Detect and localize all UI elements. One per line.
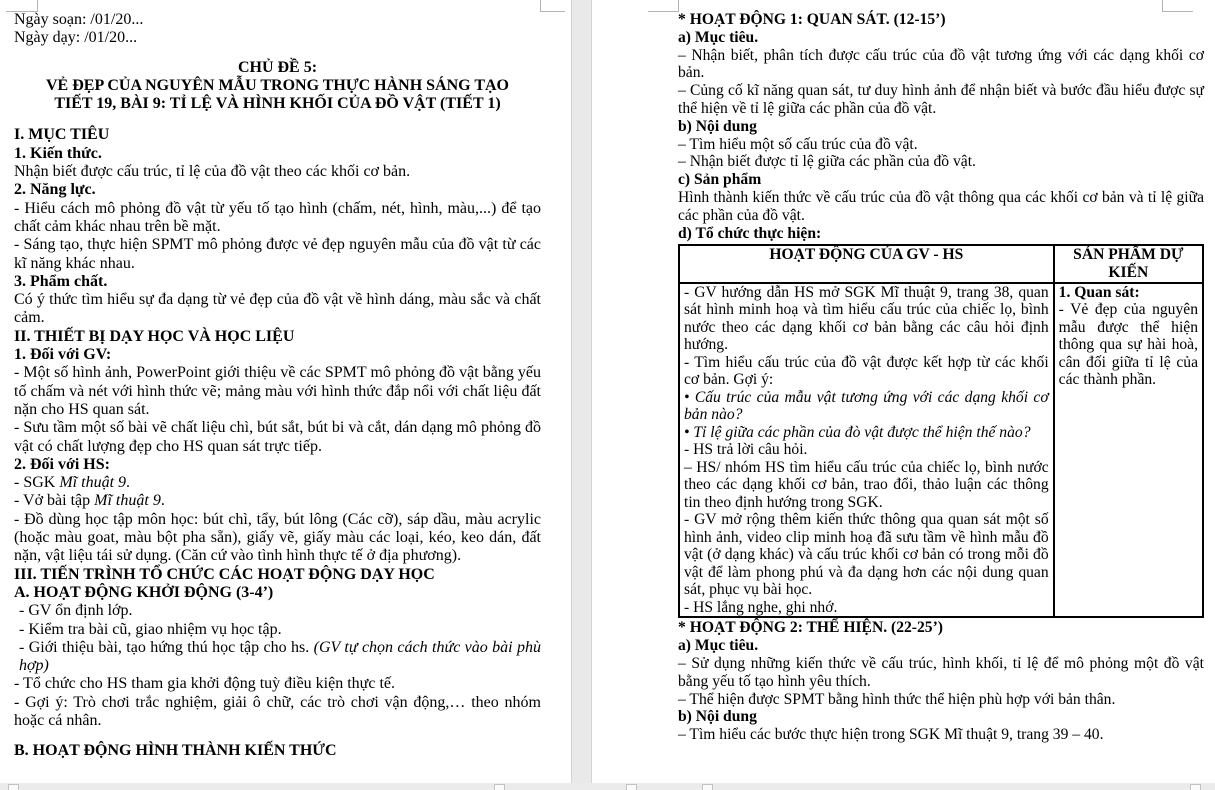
text-boundary-mark — [648, 0, 679, 12]
subheading-pham-chat: 3. Phẩm chất. — [14, 272, 108, 290]
table-list-item: - HS lắng nghe, ghi nhớ. — [684, 598, 838, 616]
list-item: – Tìm hiểu các bước thực hiện trong SGK Mĩ thuật 9, trang 39 – 40. — [678, 726, 1104, 744]
table-body-row — [679, 283, 1203, 618]
list-item: - Gợi ý: Trò chơi trắc nghiệm, giải ô chữ, các trò chơi vận động,… theo nhóm hoặc cá nhân. — [14, 693, 541, 729]
text-boundary-mark — [540, 0, 565, 12]
text-boundary-mark — [6, 0, 38, 12]
subheading-doi-voi-gv: 1. Đối với GV: — [14, 346, 112, 364]
text-boundary-mark — [1162, 0, 1193, 12]
list-item: - Sưu tầm một số bài vẽ chất liệu chì, bút sắt, bút bi và cắt, dán dạng mô phỏng đồ vật có chất lượng đẹp cho HS quan sát trực tiếp. — [14, 419, 541, 455]
table-header-gv-hs: HOẠT ĐỘNG CỦA GV - HS — [679, 245, 1054, 283]
table-list-item: - HS trả lời câu hỏi. — [684, 441, 808, 459]
list-item: - Vở bài tập Mĩ thuật 9. — [14, 492, 165, 510]
page-2[interactable] — [592, 0, 1215, 790]
subheading-noi-dung: b) Nội dung — [678, 117, 757, 135]
activity-heading-a: A. HOẠT ĐỘNG KHỞI ĐỘNG (3-4’) — [14, 583, 274, 601]
activity-table — [678, 244, 1204, 618]
list-item: - SGK Mĩ thuật 9. — [14, 474, 131, 492]
list-item: – Tìm hiểu một số cấu trúc của đồ vật. — [678, 135, 918, 153]
list-item: - Hiểu cách mô phỏng đồ vật từ yếu tố tạo hình (chấm, nét, hình, màu,...) để tạo chất cảm khác nhau trên bề mặt. — [14, 199, 541, 235]
list-item: - Tổ chức cho HS tham gia khởi động tuỳ điều kiện thực tế. — [14, 675, 395, 693]
list-item: - GV ổn định lớp. — [19, 602, 133, 620]
activity-2-heading: * HOẠT ĐỘNG 2: THỂ HIỆN. (22-25’) — [678, 619, 943, 637]
table-cell-gv-hs — [679, 283, 1054, 618]
spacer — [14, 48, 541, 59]
page-gap — [571, 0, 592, 790]
list-item: - Kiểm tra bài cũ, giao nhiệm vụ học tập. — [19, 620, 282, 638]
table-list-item: - GV mở rộng thêm kiến thức thông qua quan sát một số hình ảnh, video clip minh hoạ đã sưu tầm về hình mẫu đồ vật (ở dạng khác) và cấu trúc khối cơ bản có trong mỗi đồ vật để làm phong phú và đa dạng hơn các nội dung quan sát, phục vụ bài học. — [684, 511, 1049, 599]
table-question-item: • Tỉ lệ giữa các phần của đò vật được thể hiện thế nào? — [684, 423, 1031, 441]
next-page-corner-mark — [702, 784, 713, 790]
subheading-muc-tieu: a) Mục tiêu. — [678, 637, 759, 655]
spacer — [14, 730, 541, 742]
subheading-noi-dung: b) Nội dung — [678, 708, 757, 726]
table-subheading: 1. Quan sát: — [1058, 283, 1140, 301]
table-list-item: - Tìm hiểu cấu trúc của đồ vật được kết hợp từ các khối cơ bản. Gợi ý: — [684, 353, 1049, 389]
subheading-san-pham: c) Sản phẩm — [678, 171, 762, 189]
date-taught-line: Ngày dạy: /01/20... — [14, 29, 138, 47]
page-1[interactable] — [0, 0, 571, 790]
subheading-nang-luc: 2. Năng lực. — [14, 181, 96, 199]
activity-1-section — [678, 11, 1204, 242]
page-2-text — [678, 11, 1204, 744]
date-composed-line: Ngày soạn: /01/20... — [14, 11, 144, 28]
subheading-kien-thuc: 1. Kiến thức. — [14, 144, 102, 162]
activity-1-heading: * HOẠT ĐỘNG 1: QUAN SÁT. (12-15’) — [678, 11, 946, 28]
list-item: – Củng cố kĩ năng quan sát, tư duy hình ảnh để nhận biết và bước đầu hiểu được sự thể hiện về tỉ lệ giữa các phần của đồ vật. — [678, 82, 1204, 117]
page-1-text — [14, 11, 541, 761]
section-heading-i: I. MỤC TIÊU — [14, 126, 110, 144]
table-cell-san-pham — [1054, 283, 1203, 618]
table-list-item: – HS/ nhóm HS tìm hiểu cấu trúc của chiếc lọ, bình nước theo các dạng khối cơ bản, trao đổi, thảo luận các thông tin theo định hướng trong SGK. — [684, 458, 1049, 511]
chapter-subtitle: VẺ ĐẸP CỦA NGUYÊN MẪU TRONG THỰC HÀNH SÁNG TẠO — [45, 76, 509, 94]
list-item: – Thể hiện được SPMT bằng hình thức thể hiện phù hợp với bản thân. — [678, 690, 1116, 708]
activity-heading-b: B. HOẠT ĐỘNG HÌNH THÀNH KIẾN THỨC — [14, 742, 337, 760]
list-item: - Một số hình ảnh, PowerPoint giới thiệu về các SPMT mô phỏng đồ vật bằng yếu tố chấm và nét với hình thức vẽ; mảng màu với hình thức đắp nổi với chất liệu đất nặn cho HS quan sát. — [14, 364, 541, 418]
body-text: Nhận biết được cấu trúc, tỉ lệ của đồ vật theo các khối cơ bản. — [14, 163, 411, 181]
next-page-corner-mark — [8, 784, 19, 790]
list-item: - Sáng tạo, thực hiện SPMT mô phỏng được vẻ đẹp nguyên mẫu của đồ vật từ các kĩ năng khác nhau. — [14, 236, 541, 272]
section-heading-iii: III. TIẾN TRÌNH TỔ CHỨC CÁC HOẠT ĐỘNG DẠY HỌC — [14, 565, 435, 583]
list-item: – Nhận biết, phân tích được cấu trúc của đồ vật tương ứng với các dạng khối cơ bản. — [678, 46, 1204, 82]
list-item: – Sử dụng những kiến thức về cấu trúc, hình khối, tỉ lệ để mô phỏng một đồ vật bằng yếu tố tạo hình yêu thích. — [678, 655, 1204, 690]
section-heading-ii: II. THIẾT BỊ DẠY HỌC VÀ HỌC LIỆU — [14, 327, 295, 345]
body-text: Hình thành kiến thức về cấu trúc của đồ vật thông qua các khối cơ bản và tỉ lệ giữa các phần của đồ vật. — [678, 188, 1204, 224]
chapter-title: CHỦ ĐỀ 5: — [237, 58, 318, 76]
next-page-corner-mark — [1190, 784, 1201, 790]
next-page-corner-mark — [626, 784, 637, 790]
table-header-san-pham: SẢN PHẨM DỰ KIẾN — [1054, 245, 1203, 283]
lesson-title: TIẾT 19, BÀI 9: TỈ LỆ VÀ HÌNH KHỐI CỦA ĐỒ VẬT (TIẾT 1) — [54, 95, 501, 113]
table-list-item: - Vẻ đẹp của nguyên mẫu được thể hiện thông qua sự hài hoà, cân đối giữa tỉ lệ của các thành phần. — [1058, 301, 1198, 389]
list-item: – Nhận biết được tỉ lệ giữa các phần của đồ vật. — [678, 153, 976, 171]
subheading-muc-tieu: a) Mục tiêu. — [678, 28, 759, 46]
list-item: - Giới thiệu bài, tạo hứng thú học tập cho hs. (GV tự chọn cách thức vào bài phù hợp) — [19, 638, 541, 675]
table-header-row — [679, 245, 1203, 283]
table-list-item: - GV hướng dẫn HS mở SGK Mĩ thuật 9, trang 38, quan sát hình minh hoạ và tìm hiểu cấu trúc của chiếc lọ, bình nước theo các dạng khối cơ bản bằng các câu hỏi định hướng. — [684, 283, 1049, 354]
page-bottom-gap — [0, 783, 1215, 790]
next-page-corner-mark — [494, 784, 505, 790]
list-item: - Đồ dùng học tập môn học: bút chì, tẩy, bút lông (Các cỡ), sáp dầu, màu acrylic (hoặc màu goat, màu bột pha sẵn), giấy vẽ, giấy màu các loại, kéo, keo dán, đất nặn, vật liệu tái sử dụng. (Căn cứ vào tình hình thực tế ở địa phương). — [14, 510, 541, 565]
activity-2-section — [678, 619, 1204, 744]
subheading-doi-voi-hs: 2. Đối với HS: — [14, 455, 110, 473]
subheading-to-chuc: d) Tổ chức thực hiện: — [678, 224, 822, 242]
spacer — [14, 113, 541, 126]
table-question-item: • Cấu trúc của mẫu vật tương ứng với các dạng khối cơ bản nào? — [684, 388, 1049, 424]
body-text: Có ý thức tìm hiểu sự đa dạng từ vẻ đẹp của đồ vật về hình dáng, màu sắc và chất cảm. — [14, 291, 541, 327]
